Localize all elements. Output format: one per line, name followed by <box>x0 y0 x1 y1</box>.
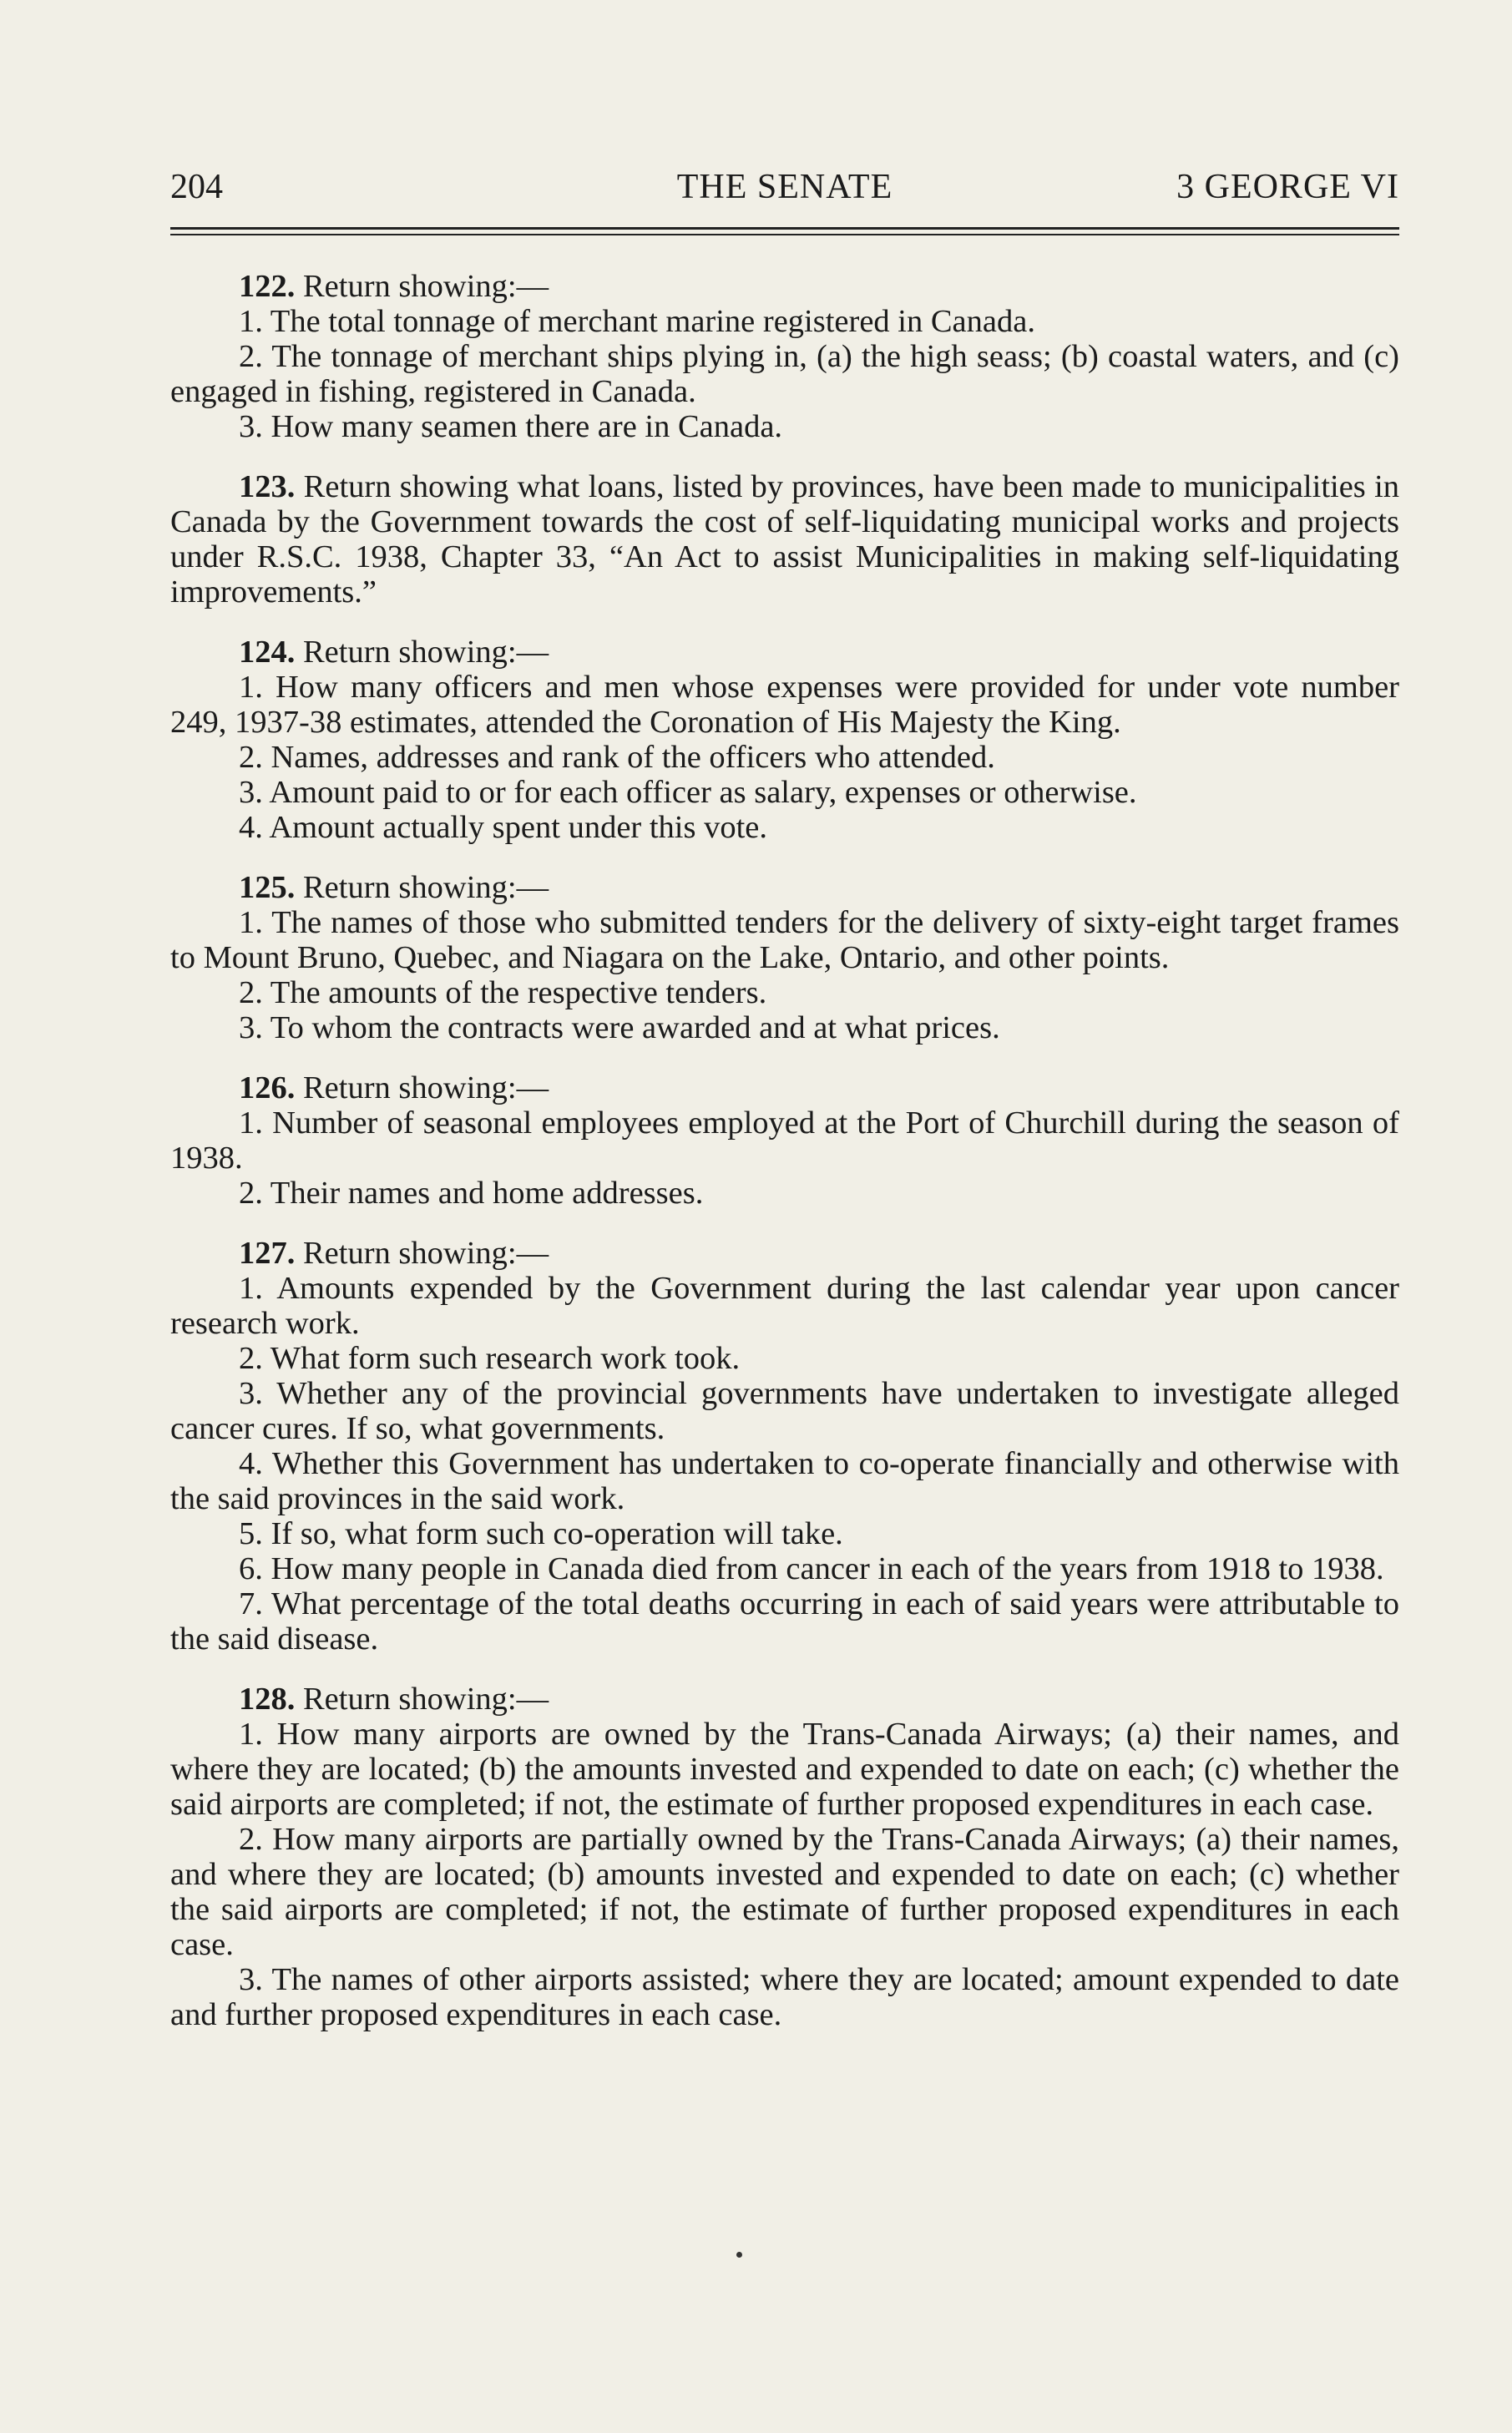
section-heading <box>170 469 1399 610</box>
section-heading <box>170 269 1399 304</box>
running-title: THE SENATE <box>676 168 893 206</box>
section-item: 1. The total tonnage of merchant marine registered in Canada. <box>239 304 1035 339</box>
section-heading-text: Return showing:— <box>303 635 549 670</box>
section-item: 2. Their names and home addresses. <box>239 1176 704 1211</box>
section-heading-text: Return showing:— <box>303 1236 549 1271</box>
return-section <box>170 1682 1399 2032</box>
section-item: 3. The names of other airports assisted; where they are located; amount expended to date and further proposed expenditures in each case. <box>170 1962 1399 2032</box>
section-number: 125. <box>239 870 296 905</box>
section-item: 7. What percentage of the total deaths occurring in each of said years were attributable to the said disease. <box>170 1586 1399 1657</box>
return-section <box>170 269 1399 444</box>
section-item: 2. What form such research work took. <box>239 1341 741 1376</box>
return-section <box>170 1236 1399 1657</box>
return-section <box>170 635 1399 845</box>
page-mark <box>736 2252 742 2258</box>
section-item: 3. How many seamen there are in Canada. <box>239 409 783 444</box>
section-item: 3. Amount paid to or for each officer as salary, expenses or otherwise. <box>239 775 1137 810</box>
reign-label: 3 GEORGE VI <box>1176 168 1399 206</box>
section-item: 2. How many airports are partially owned by the Trans-Canada Airways; (a) their names, and where they are located; (b) amounts invested and expended to date on each; (c) whether the said airports are completed; if not, the estimate of further proposed expenditures in each case. <box>170 1822 1399 1962</box>
section-heading-text: Return showing:— <box>303 1682 549 1717</box>
section-heading <box>170 1236 1399 1271</box>
section-heading <box>170 870 1399 905</box>
section-item: 1. How many officers and men whose expenses were provided for under vote number 249, 1937-38 estimates, attended the Coronation of His Majesty the King. <box>170 670 1399 740</box>
section-heading-text: Return showing:— <box>303 1070 549 1105</box>
section-number: 122. <box>239 269 296 304</box>
section-item: 2. The amounts of the respective tenders. <box>239 975 767 1010</box>
section-heading <box>170 635 1399 670</box>
section-item: 6. How many people in Canada died from cancer in each of the years from 1918 to 1938. <box>239 1551 1384 1586</box>
section-number: 128. <box>239 1682 296 1717</box>
section-item: 3. To whom the contracts were awarded and at what prices. <box>239 1010 1000 1045</box>
section-heading <box>170 1682 1399 1717</box>
return-section <box>170 870 1399 1045</box>
section-number: 123. <box>239 469 296 504</box>
header-rule-bottom <box>170 234 1399 235</box>
section-item: 2. Names, addresses and rank of the officers who attended. <box>239 740 995 775</box>
section-item: 2. The tonnage of merchant ships plying in, (a) the high seass; (b) coastal waters, and (c) engaged in fishing, registered in Canada. <box>170 339 1399 409</box>
section-heading-text: Return showing what loans, listed by provinces, have been made to municipalities in Canada by the Government towards the cost of self-liquidating municipal works and projects under R.S.C. 1938, Chapter 33, “An Act to assist Municipalities in making self-liquidating improvements.” <box>170 469 1400 610</box>
section-number: 126. <box>239 1070 296 1105</box>
section-heading-text: Return showing:— <box>303 870 549 905</box>
page-number: 204 <box>170 168 223 206</box>
section-item: 1. The names of those who submitted tenders for the delivery of sixty-eight target frames to Mount Bruno, Quebec, and Niagara on the Lake, Ontario, and other points. <box>170 905 1399 975</box>
document-body <box>170 269 1399 2057</box>
section-item: 3. Whether any of the provincial governments have undertaken to investigate alleged cancer cures. If so, what governments. <box>170 1376 1399 1446</box>
return-section <box>170 469 1399 610</box>
header-rule-top <box>170 227 1399 230</box>
section-heading <box>170 1070 1399 1105</box>
section-number: 124. <box>239 635 296 670</box>
section-item: 1. How many airports are owned by the Trans-Canada Airways; (a) their names, and where they are located; (b) the amounts invested and expended to date on each; (c) whether the said airports are completed; if not, the estimate of further proposed expenditures in each case. <box>170 1717 1399 1822</box>
section-item: 1. Number of seasonal employees employed at the Port of Churchill during the season of 1938. <box>170 1105 1399 1176</box>
section-item: 4. Amount actually spent under this vote. <box>239 810 768 845</box>
section-item: 1. Amounts expended by the Government during the last calendar year upon cancer research work. <box>170 1271 1399 1341</box>
return-section <box>170 1070 1399 1211</box>
section-number: 127. <box>239 1236 296 1271</box>
section-heading-text: Return showing:— <box>303 269 549 304</box>
section-item: 5. If so, what form such co-operation will take. <box>239 1516 843 1551</box>
page-header <box>170 165 1399 209</box>
section-item: 4. Whether this Government has undertaken to co-operate financially and otherwise with the said provinces in the said work. <box>170 1446 1399 1516</box>
